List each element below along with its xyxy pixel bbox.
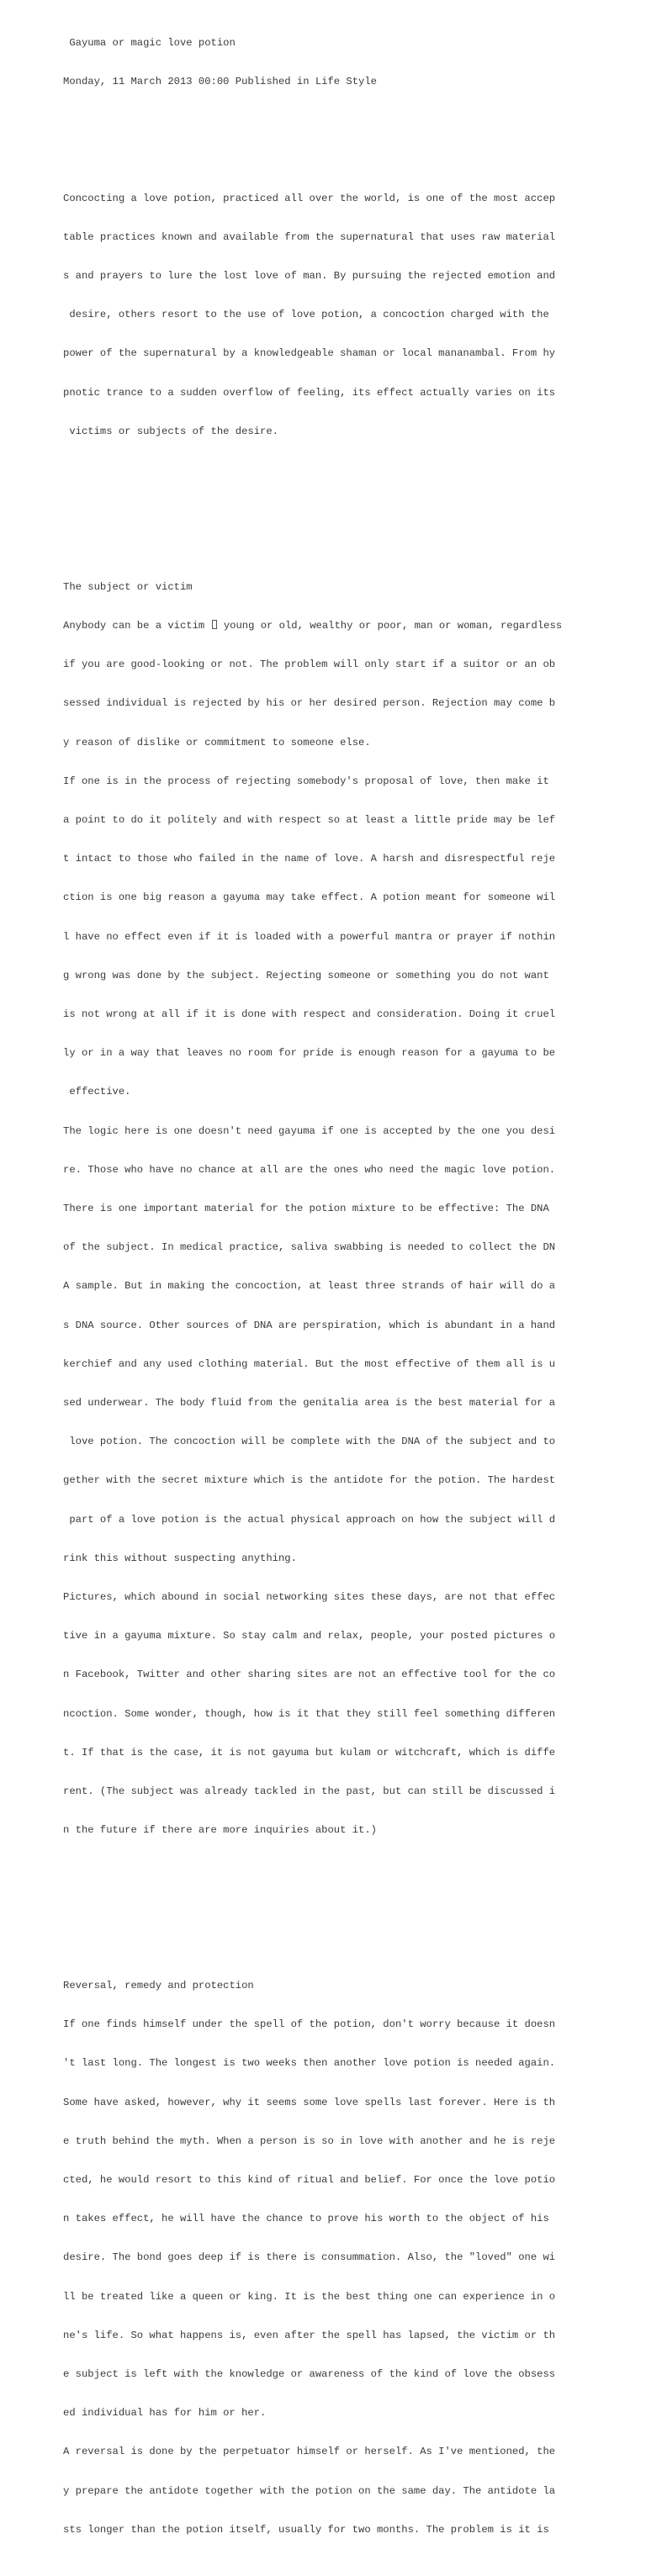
text-fragment: young or old, wealthy or poor, man or woman, regardless <box>217 619 563 632</box>
article-title: Gayuma or magic love potion <box>63 36 236 49</box>
body-line: ll be treated like a queen or king. It is the best thing one can experience in o <box>63 2290 556 2303</box>
text-fragment: Anybody can be a victim <box>63 619 211 632</box>
intro-line: pnotic trance to a sudden overflow of feeling, its effect actually varies on its <box>63 386 556 399</box>
body-line: If one is in the process of rejecting somebody's proposal of love, then make it <box>63 775 549 787</box>
intro-line: victims or subjects of the desire. <box>63 425 278 437</box>
section-reversal-remedy <box>63 1954 585 2563</box>
body-line: e truth behind the myth. When a person is so in love with another and he is reje <box>63 2134 556 2147</box>
body-line: The logic here is one doesn't need gayuma if one is accepted by the one you desi <box>63 1124 556 1137</box>
body-line: t intact to those who failed in the name of love. A harsh and disrespectful reje <box>63 853 556 865</box>
body-line: y prepare the antidote together with the potion on the same day. The antidote la <box>63 2484 556 2497</box>
body-line: of the subject. In medical practice, saliva swabbing is needed to collect the DN <box>63 1241 556 1254</box>
body-line: A sample. But in making the concoction, at least three strands of hair will do a <box>63 1280 556 1293</box>
body-line: ction is one big reason a gayuma may take effect. A potion meant for someone wil <box>63 891 556 904</box>
intro-line: desire, others resort to the use of love potion, a concoction charged with the <box>63 309 549 321</box>
document-page <box>63 11 585 2576</box>
body-line: kerchief and any used clothing material. But the most effective of them all is u <box>63 1357 556 1370</box>
body-line: gether with the secret mixture which is the antidote for the potion. The hardest <box>63 1474 556 1487</box>
intro-line: power of the supernatural by a knowledgeable shaman or local mananambal. From hy <box>63 347 556 360</box>
body-line: There is one important material for the potion mixture to be effective: The DNA <box>63 1202 549 1214</box>
body-line: part of a love potion is the actual physical approach on how the subject will d <box>63 1513 556 1526</box>
body-line: tive in a gayuma mixture. So stay calm and relax, people, your posted pictures o <box>63 1630 556 1642</box>
body-line: a point to do it politely and with respect so at least a little pride may be lef <box>63 813 556 826</box>
intro-line: table practices known and available from the supernatural that uses raw material <box>63 230 556 243</box>
section-subject-victim <box>63 555 585 1864</box>
body-line: n takes effect, he will have the chance to prove his worth to the object of his <box>63 2213 549 2225</box>
intro-paragraph <box>63 167 585 464</box>
article-meta: Monday, 11 March 2013 00:00 Published in Life Style <box>63 76 377 88</box>
body-line: s DNA source. Other sources of DNA are perspiration, which is abundant in a hand <box>63 1319 556 1331</box>
body-line: re. Those who have no chance at all are the ones who need the magic love potion. <box>63 1163 556 1176</box>
intro-line: Concocting a love potion, practiced all over the world, is one of the most accep <box>63 192 556 204</box>
body-line: t. If that is the case, it is not gayuma but kulam or witchcraft, which is diffe <box>63 1746 556 1759</box>
spacer <box>63 1902 585 1915</box>
body-line: 't last long. The longest is two weeks then another love potion is needed again. <box>63 2057 556 2070</box>
body-line: If one finds himself under the spell of the potion, don't worry because it doesn <box>63 2018 556 2031</box>
body-line: Pictures, which abound in social networking sites these days, are not that effec <box>63 1590 556 1603</box>
body-line: n Facebook, Twitter and other sharing sites are not an effective tool for the co <box>63 1669 556 1681</box>
body-line <box>63 620 585 632</box>
body-line: A reversal is done by the perpetuator himself or herself. As I've mentioned, the <box>63 2446 556 2458</box>
body-line: Some have asked, however, why it seems some love spells last forever. Here is th <box>63 2096 556 2108</box>
body-line: ncoction. Some wonder, though, how is it that they still feel something differen <box>63 1707 556 1720</box>
body-line: ne's life. So what happens is, even after the spell has lapsed, the victim or th <box>63 2329 556 2341</box>
body-line: l have no effect even if it is loaded with a powerful mantra or prayer if nothin <box>63 930 556 943</box>
section-heading: The subject or victim <box>63 580 193 593</box>
body-line: effective. <box>63 1086 131 1098</box>
body-line: rink this without suspecting anything. <box>63 1552 297 1564</box>
spacer <box>63 503 585 516</box>
body-line: sed underwear. The body fluid from the genitalia area is the best material for a <box>63 1396 556 1409</box>
section-heading: Reversal, remedy and protection <box>63 1980 254 1992</box>
body-line: n the future if there are more inquiries about it.) <box>63 1824 377 1837</box>
body-line: ly or in a way that leaves no room for pride is enough reason for a gayuma to be <box>63 1047 556 1060</box>
body-line: cted, he would resort to this kind of ritual and belief. For once the love potio <box>63 2174 556 2187</box>
body-line: sessed individual is rejected by his or her desired person. Rejection may come b <box>63 697 556 710</box>
body-line: desire. The bond goes deep if is there is consummation. Also, the "loved" one wi <box>63 2251 556 2264</box>
body-line: is not wrong at all if it is done with respect and consideration. Doing it cruel <box>63 1008 556 1020</box>
body-line: love potion. The concoction will be complete with the DNA of the subject and to <box>63 1436 556 1448</box>
spacer <box>63 114 585 127</box>
body-line: sts longer than the potion itself, usually for two months. The problem is it is <box>63 2523 549 2536</box>
intro-line: s and prayers to lure the lost love of man. By pursuing the rejected emotion and <box>63 270 556 283</box>
body-line: ed individual has for him or her. <box>63 2407 267 2420</box>
body-line: g wrong was done by the subject. Rejecting someone or something you do not want <box>63 969 549 981</box>
body-line: rent. (The subject was already tackled in the past, but can still be discussed i <box>63 1785 556 1797</box>
body-line: e subject is left with the knowledge or awareness of the kind of love the obsess <box>63 2368 556 2381</box>
missing-glyph-icon <box>212 620 217 629</box>
body-line: if you are good-looking or not. The problem will only start if a suitor or an ob <box>63 659 556 671</box>
body-line: y reason of dislike or commitment to someone else. <box>63 736 371 748</box>
